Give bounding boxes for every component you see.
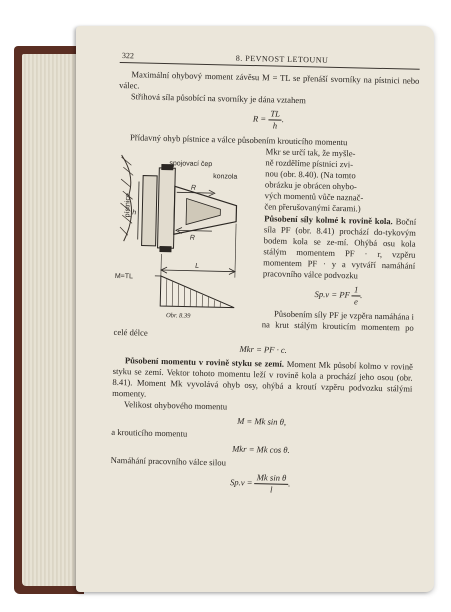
- label-R-bottom: R: [189, 234, 195, 242]
- eq2-lhs: Sp.v =: [314, 288, 338, 300]
- label-konzola: konzola: [213, 173, 238, 181]
- running-title: 8. PEVNOST LETOUNU: [235, 53, 329, 65]
- label-L: L: [195, 262, 200, 270]
- eq6-numerator: Mk sin θ: [255, 472, 289, 485]
- equation-shear: R = $\frac{TL}{h}$ .: [252, 108, 285, 131]
- right-line-6: čen přerušovanými čarami.): [264, 201, 361, 214]
- equation-mkr-1: Mkr = PF · c.: [239, 343, 288, 355]
- eq6-lhs: Sp.v =: [229, 477, 253, 488]
- right-line-4: obrázku je obrácen ohybo-: [264, 179, 357, 192]
- text-krut: Působením síly PF je vzpěra namáhána i na krut stálým krouticím momentem po celé délce: [113, 308, 415, 338]
- paragraph-moment: Moment Mk působí kolmo v rovině styku se zemí. Vektor tohoto momentu leží v rovině kola a prochází jeho osou (obr. 8.41). Moment Mk vyvolává ohyb osy, ohýbá a kroutí vzpěru podvozku stálými momenty.: [112, 358, 414, 399]
- heading-sila-kolme: Působení síly kolmé k rovině kola.: [264, 213, 393, 227]
- equation-spv-1: Sp.v = PF $\frac{1}{e}$ .: [314, 284, 363, 307]
- label-namahani: Namáhání pracovního válce silou: [110, 454, 227, 468]
- right-line-1: Mkr se určí tak, že myšle-: [265, 146, 356, 159]
- eq2-numerator: 1: [352, 284, 361, 296]
- page-number: 322: [121, 51, 134, 61]
- label-R-top: R: [190, 184, 197, 192]
- eq1-fraction: [268, 108, 282, 131]
- right-line-5: vých momentů vůče naznač-: [264, 190, 364, 203]
- paragraph-2: Střihová síla působící na svorníky je dána vztahem: [130, 91, 306, 106]
- right-line-3: nou (obr. 8.40). (Na tomto: [265, 168, 356, 181]
- figure-8-39: [114, 145, 258, 328]
- eq6-fraction: [254, 472, 288, 496]
- paragraph-3: Přídavný ohyb pístnice a válce působením krouticího momentu: [129, 132, 348, 148]
- right-line-2: ně rozdělíme pístnici zvi-: [265, 157, 354, 170]
- eq2-denominator: e: [353, 296, 358, 307]
- eq1-denominator: h: [272, 120, 278, 131]
- eq6-denominator: l: [270, 484, 273, 495]
- label-h: h: [132, 209, 137, 217]
- label-moment: M=TL: [114, 272, 134, 281]
- label-velikost-ohyb: Velikost ohybového momentu: [123, 399, 228, 412]
- eq1-numerator: TL: [268, 108, 282, 120]
- eq1-lhs: R =: [252, 113, 267, 124]
- eq2-fraction: [352, 284, 361, 307]
- equation-spv-2: Sp.v = $\frac{\text{Mk sin θ}}{l}$ .: [229, 472, 291, 495]
- page-content: [110, 50, 420, 502]
- text-bocni-sila: Boční síla PF (obr. 8.41) prochází do-tykovým bodem kola se ze-mí. Ohýbá osu kola stálým momentem PF · r, vzpěru momentem PF · y a vytváří namáhání pracovního válce podvozku: [262, 216, 417, 281]
- label-spojovaci-cep: spojovací čep: [169, 160, 213, 169]
- heading-moment-styku: Působení momentu v rovině styku se zemí.: [124, 355, 285, 369]
- label-pistnice: pístnice: [124, 193, 132, 218]
- figure-caption: Obr. 8.39: [165, 312, 191, 320]
- label-krouticiho: a krouticího momentu: [111, 426, 188, 439]
- eq2-pre: PF: [339, 289, 350, 300]
- equation-mkr-2: Mkr = Mk cos θ.: [232, 443, 290, 455]
- equation-m: M = Mk sin θ,: [237, 415, 287, 427]
- paragraph-1: Maximální ohybový moment závěsu M = TL se přenáší svorníky na pístnici nebo válec.: [119, 69, 420, 91]
